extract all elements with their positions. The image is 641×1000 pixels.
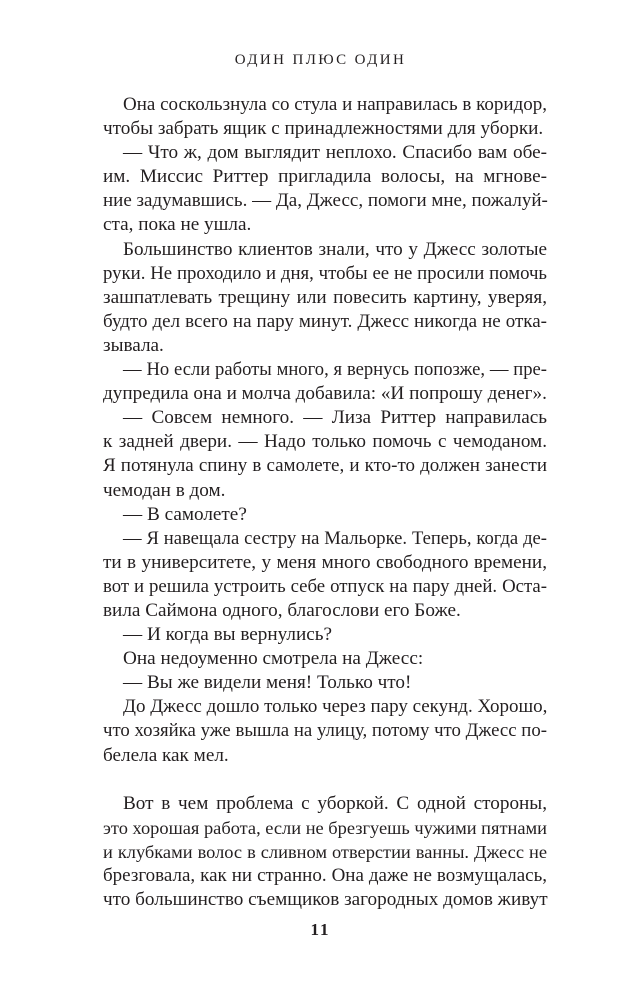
text-line: руки. Не проходило и дня, чтобы ее не просили помочь <box>103 262 547 284</box>
running-head: ОДИН ПЛЮС ОДИН <box>234 52 407 68</box>
text-line: — Совсем немного. — Лиза Риттер направилась <box>123 407 547 429</box>
text-line: белела как мел. <box>103 744 229 766</box>
text-line: это хорошая работа, если не брезгуешь чужими пятнами <box>103 817 547 838</box>
text-line: ние задумавшись. — Да, Джесс, помоги мне, пожалуй- <box>103 190 548 212</box>
text-line: ти в университете, у меня много свободного времени, <box>103 551 547 573</box>
paragraph <box>103 695 547 767</box>
text-line: — Вы же видели меня! Только что! <box>123 672 412 694</box>
text-line: — Я навещала сестру на Мальорке. Теперь, когда де- <box>123 527 547 549</box>
text-line: зывала. <box>103 334 164 356</box>
text-line: и клубками волос в сливном отверстии ванны. Джесс не <box>103 841 547 862</box>
page-number: 11 <box>310 920 331 939</box>
paragraph <box>103 141 547 237</box>
paragraph <box>103 671 547 695</box>
text-line: — В самолете? <box>123 503 247 525</box>
text-line: вот и решила устроить себе отпуск на пару дней. Оста- <box>103 575 547 597</box>
text-line: что большинство съемщиков загородных домов живут <box>103 889 548 911</box>
text-line: им. Миссис Риттер пригладила волосы, на мгнове- <box>103 166 547 188</box>
text-line: Вот в чем проблема с уборкой. С одной стороны, <box>123 792 547 814</box>
text-line: Она соскользнула со стула и направилась в коридор, <box>123 94 547 115</box>
text-line: — И когда вы вернулись? <box>123 624 333 646</box>
text-line: к задней двери. — Надо только помочь с чемоданом. <box>103 431 547 453</box>
paragraph <box>103 527 547 623</box>
text-line: будто дел всего на пару минут. Джесс никогда не отка- <box>103 310 547 332</box>
body-text <box>103 93 547 912</box>
text-line: зашпатлевать трещину или повесить картину, уверяя, <box>103 286 547 308</box>
text-line: До Джесс дошло только через пару секунд. Хорошо, <box>123 696 548 718</box>
text-line: ста, пока не ушла. <box>103 214 252 236</box>
text-line: чемодан в дом. <box>103 479 226 501</box>
text-line: Она недоуменно смотрела на Джесс: <box>123 648 424 670</box>
text-line: — Но если работы много, я вернусь попозже, — пре- <box>123 359 547 381</box>
text-line: — Что ж, дом выглядит неплохо. Спасибо вам обе- <box>123 142 547 164</box>
paragraph <box>103 503 547 527</box>
text-line: Большинство клиентов знали, что у Джесс золотые <box>123 238 547 260</box>
paragraph <box>103 93 547 141</box>
text-line: что хозяйка уже вышла на улицу, потому что Джесс по- <box>103 720 547 742</box>
paragraph <box>103 238 547 358</box>
paragraph <box>103 623 547 647</box>
text-line: брезговала, как ни странно. Она даже не возмущалась, <box>103 865 547 886</box>
text-line: дупредила она и молча добавила: «И попрошу денег». <box>103 383 547 405</box>
text-line: вила Саймона одного, благослови его Боже. <box>103 599 461 621</box>
paragraph <box>103 406 547 502</box>
text-line: Я потянула спину в самолете, и кто-то должен занести <box>103 455 547 477</box>
paragraph <box>103 792 547 912</box>
text-line: чтобы забрать ящик с принадлежностями для уборки. <box>103 118 544 140</box>
section-break <box>103 768 547 792</box>
paragraph <box>103 647 547 671</box>
paragraph <box>103 358 547 406</box>
